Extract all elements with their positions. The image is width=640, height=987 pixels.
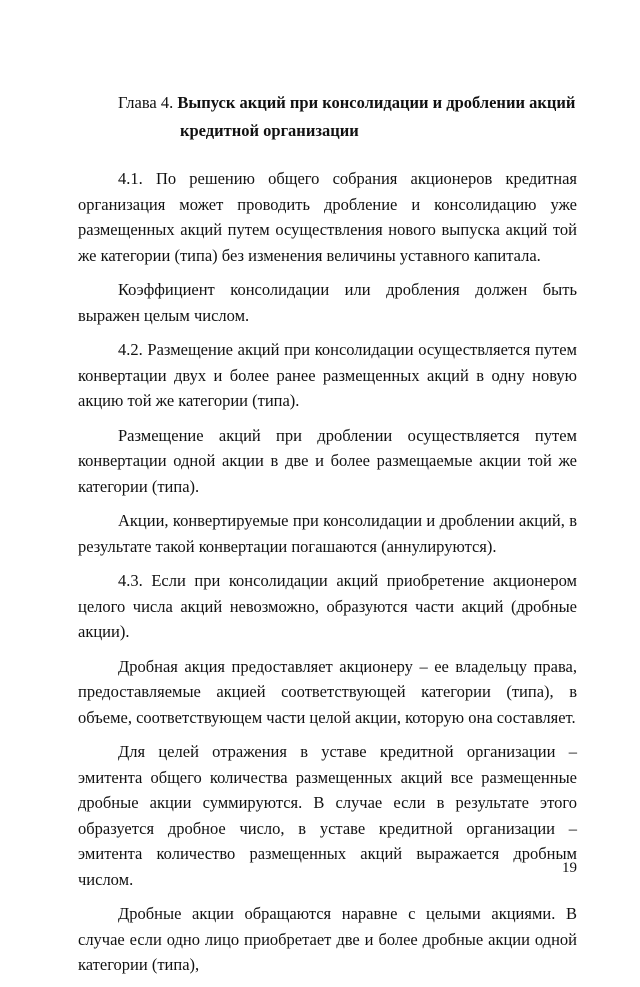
chapter-label: Глава 4. — [118, 93, 174, 112]
chapter-heading-line1 — [118, 89, 588, 117]
paragraph: Коэффициент консолидации или дробления должен быть выражен целым числом. — [78, 280, 577, 325]
paragraph: Для целей отражения в уставе кредитной организации – эмитента общего количества размещенных акций все размещенные дробные акции суммируются. В случае если в результате этого образуется дробное число, в уставе кредитной организации – эмитента количество размещенных акций выражается дробным числом. — [78, 742, 577, 889]
chapter-title-line1: Выпуск акций при консолидации и дроблении акций — [177, 93, 576, 112]
chapter-heading — [118, 89, 588, 145]
paragraph: Дробные акции обращаются наравне с целыми акциями. В случае если одно лицо приобретает две и более дробные акции одной категории (типа), — [78, 904, 577, 974]
paragraph: 4.3. Если при консолидации акций приобретение акционером целого числа акций невозможно, образуются части акций (дробные акции). — [78, 571, 577, 641]
paragraph: 4.2. Размещение акций при консолидации осуществляется путем конвертации двух и более ранее размещенных акций в одну новую акцию той же категории (типа). — [78, 340, 577, 410]
page-number: 19 — [562, 860, 577, 876]
paragraph: Размещение акций при дроблении осуществляется путем конвертации одной акции в две и более размещаемые акции той же категории (типа). — [78, 425, 577, 496]
body-text — [78, 166, 577, 987]
paragraph: 4.1. По решению общего собрания акционеров кредитная организация может проводить дробление и консолидацию уже размещенных акций путем осуществления нового выпуска акций той же категории (типа) без изменения величины уставного капитала. — [78, 169, 577, 265]
paragraph: Дробная акция предоставляет акционеру – ее владельцу права, предоставляемые акцией соответствующей категории (типа), в объеме, соответствующем части целой акции, которую она составляет. — [78, 656, 577, 727]
paragraph: Акции, конвертируемые при консолидации и дроблении акций, в результате такой конвертации погашаются (аннулируются). — [78, 511, 577, 556]
chapter-title-line2: кредитной организации — [180, 121, 359, 140]
